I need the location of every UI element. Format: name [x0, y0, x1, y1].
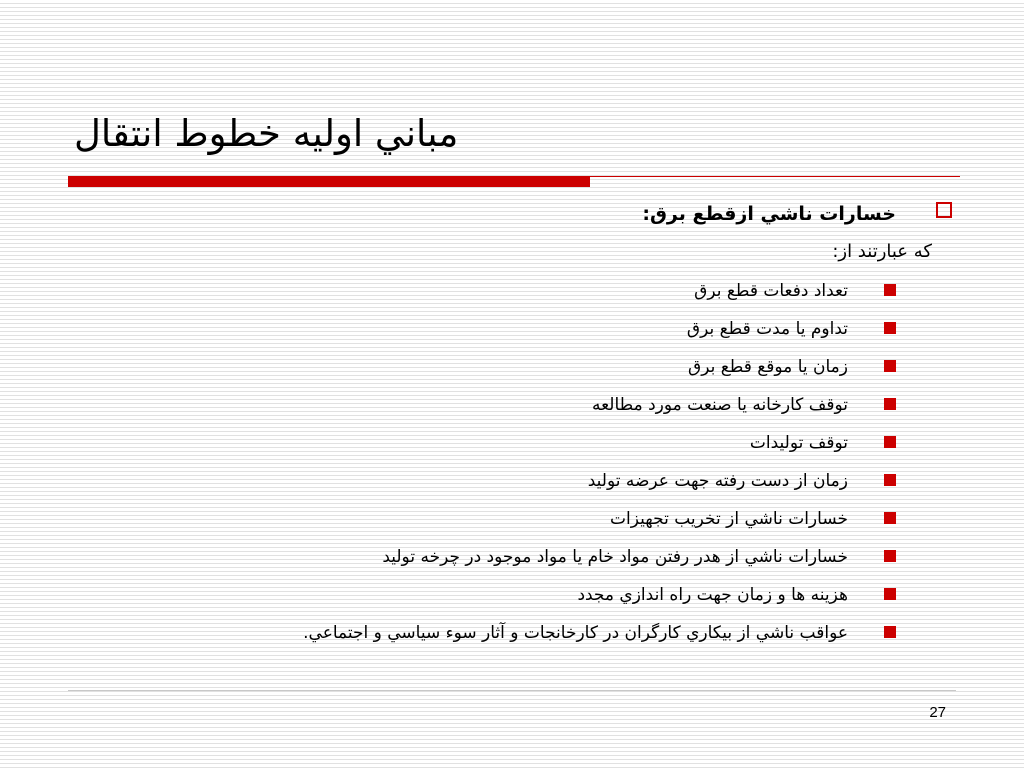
- list-item-text: تداوم يا مدت قطع برق: [686, 319, 848, 339]
- heading-row: [200, 196, 952, 234]
- list-item: [200, 616, 952, 654]
- square-bullet-icon: [884, 512, 896, 524]
- page-number: 27: [929, 704, 946, 721]
- list-item: [200, 540, 952, 578]
- square-bullet-icon: [884, 474, 896, 486]
- list-item: [200, 578, 952, 616]
- slide-title: مباني اوليه خطوط انتقال: [74, 112, 459, 155]
- footer-divider: [68, 690, 956, 691]
- bullet-list: [200, 274, 952, 654]
- list-item-text: زمان از دست رفته جهت عرضه توليد: [587, 471, 848, 491]
- square-bullet-icon: [884, 588, 896, 600]
- square-bullet-icon: [884, 284, 896, 296]
- list-item: [200, 464, 952, 502]
- square-bullet-icon: [884, 626, 896, 638]
- list-item-text: خسارات ناشي از هدر رفتن مواد خام يا مواد موجود در چرخه توليد: [382, 547, 848, 567]
- list-item: [200, 426, 952, 464]
- list-item: [200, 312, 952, 350]
- list-item: [200, 274, 952, 312]
- square-bullet-icon: [884, 436, 896, 448]
- list-item: [200, 350, 952, 388]
- list-item-text: هزينه ها و زمان جهت راه اندازي مجدد: [577, 585, 848, 605]
- square-bullet-icon: [884, 550, 896, 562]
- list-item-text: توقف توليدات: [749, 433, 848, 453]
- slide-content: [200, 196, 952, 654]
- title-underline-bar: [68, 176, 590, 187]
- square-bullet-icon: [884, 322, 896, 334]
- intro-text: كه عبارتند از:: [832, 241, 932, 262]
- list-item: [200, 502, 952, 540]
- list-item-text: خسارات ناشي از تخريب تجهيزات: [610, 509, 848, 529]
- list-item-text: زمان يا موقع قطع برق: [688, 357, 848, 377]
- list-item-text: تعداد دفعات قطع برق: [694, 281, 848, 301]
- hollow-square-bullet-icon: [936, 202, 952, 218]
- list-item-text: توقف كارخانه يا صنعت مورد مطالعه: [591, 395, 848, 415]
- intro-row: [200, 234, 952, 274]
- square-bullet-icon: [884, 360, 896, 372]
- section-heading: خسارات ناشي ازقطع برق:: [642, 203, 896, 225]
- list-item-text: عواقب ناشي از بيكاري كارگران در كارخانجات و آثار سوء سياسي و اجتماعي.: [303, 623, 848, 643]
- title-underline-line: [590, 176, 960, 177]
- square-bullet-icon: [884, 398, 896, 410]
- list-item: [200, 388, 952, 426]
